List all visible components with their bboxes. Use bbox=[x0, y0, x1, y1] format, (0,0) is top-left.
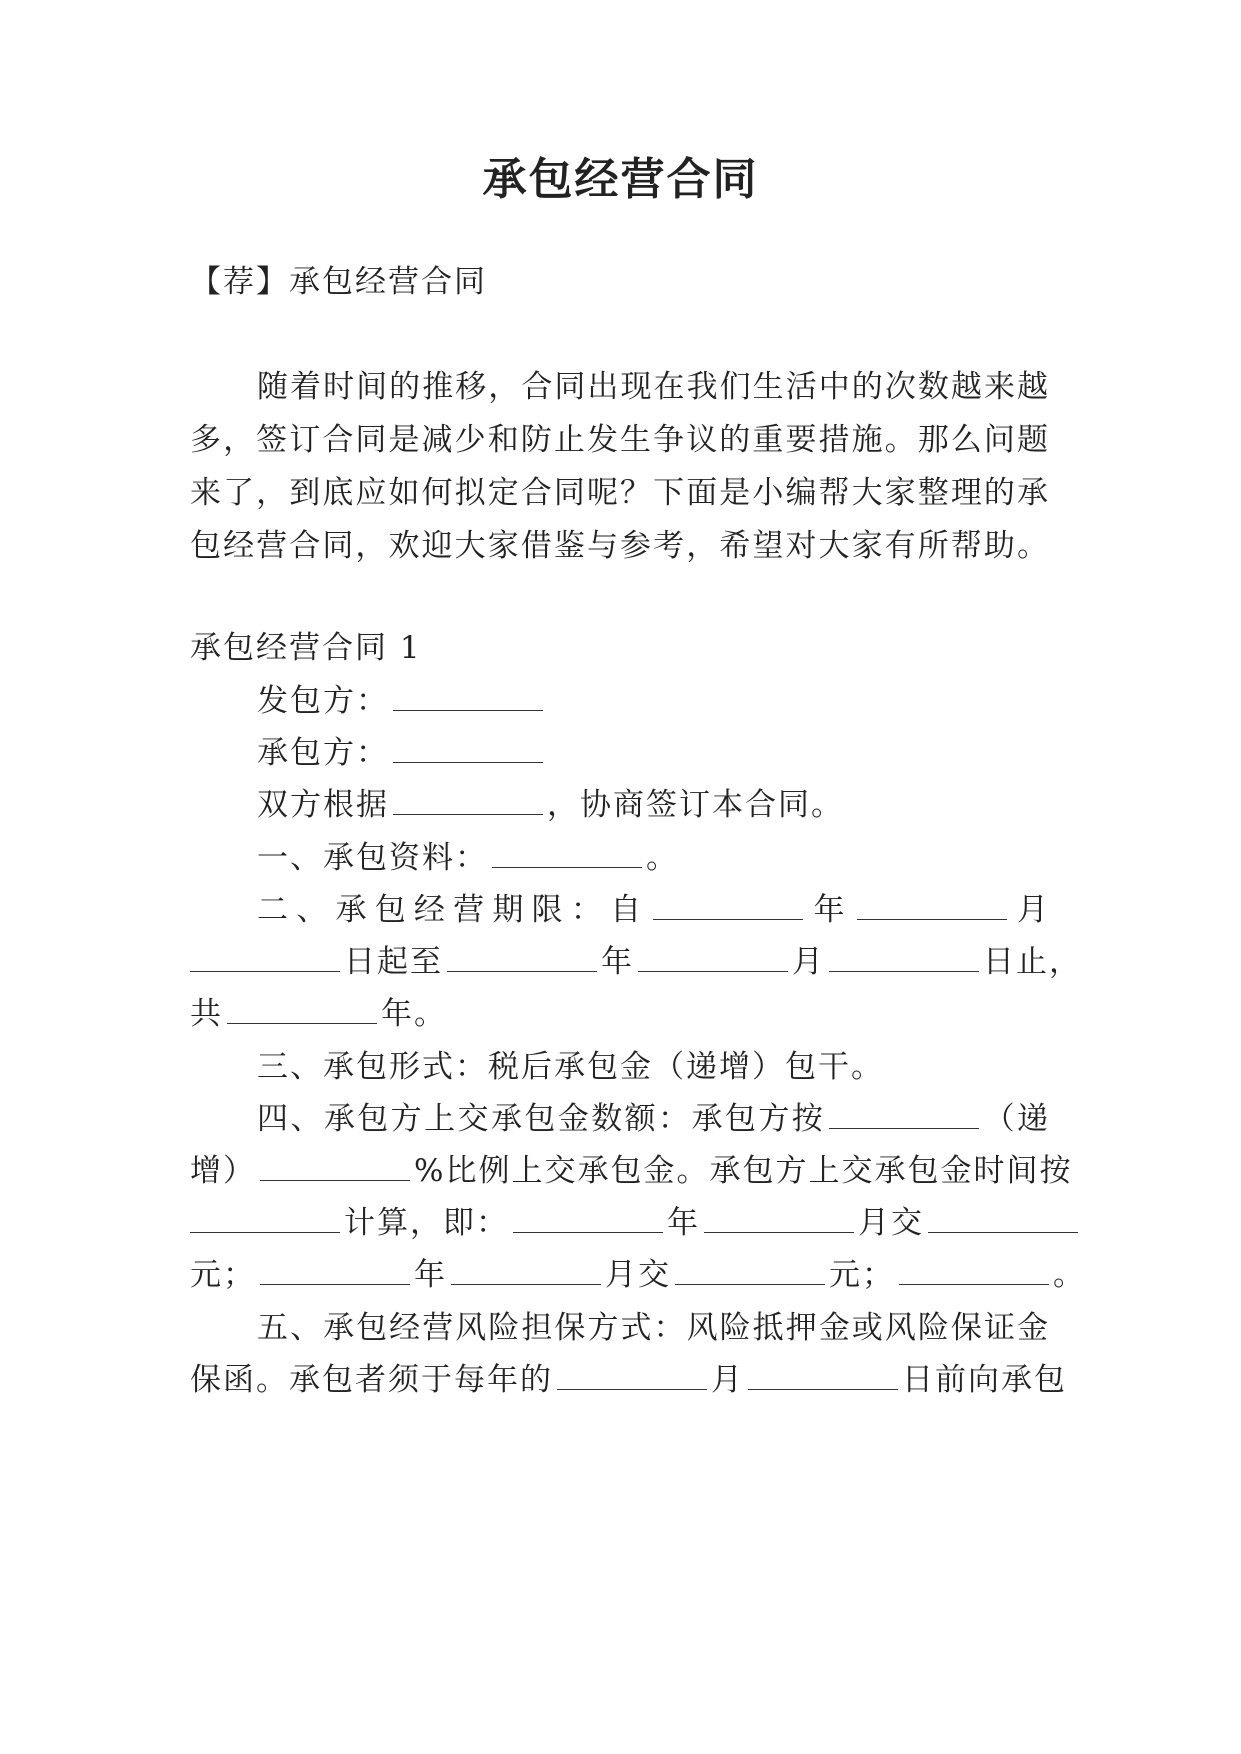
fill-blank bbox=[513, 1231, 663, 1233]
party-a-line bbox=[257, 672, 1050, 730]
fill-blank bbox=[653, 918, 803, 920]
fill-blank bbox=[447, 970, 597, 972]
item5-line2-pre: 保函。承包者须于每年的 bbox=[190, 1362, 553, 1398]
item2-month-2: 月 bbox=[792, 944, 825, 980]
fill-blank bbox=[638, 970, 788, 972]
fill-blank bbox=[829, 1127, 979, 1129]
item5-line-1: 五、承包经营风险担保方式：风险抵押金或风险保证金 bbox=[257, 1310, 1050, 1346]
intro-line-3: 来了，到底应如何拟定合同呢？下面是小编帮大家整理的承 bbox=[190, 475, 1050, 511]
item5-line2-post: 日前向承包 bbox=[902, 1362, 1067, 1398]
party-a-label: 发包方： bbox=[257, 683, 389, 719]
item4-line-3 bbox=[190, 1194, 1050, 1252]
party-b-line bbox=[257, 724, 1050, 782]
item4-yuan-1: 元； bbox=[190, 1257, 256, 1293]
fill-blank bbox=[451, 1283, 601, 1285]
item2-pre: 二、承包经营期限：自 bbox=[257, 892, 650, 928]
fill-blank bbox=[260, 1283, 410, 1285]
item4-line1-pre: 四、承包方上交承包金数额：承包方按 bbox=[257, 1101, 826, 1137]
item1-pre: 一、承包资料： bbox=[257, 840, 488, 876]
item2-line-3 bbox=[190, 985, 1050, 1043]
basis-line bbox=[257, 776, 1050, 834]
fill-blank bbox=[928, 1231, 1078, 1233]
item4-line-2 bbox=[190, 1142, 1073, 1200]
item4-line-1 bbox=[257, 1090, 1050, 1148]
fill-blank bbox=[675, 1283, 825, 1285]
item5-line-2 bbox=[190, 1351, 1067, 1409]
basis-pre: 双方根据 bbox=[257, 787, 389, 823]
item4-year: 年 bbox=[667, 1205, 700, 1241]
document-title: 承包经营合同 bbox=[482, 154, 759, 205]
fill-blank bbox=[393, 709, 543, 711]
item2-month: 月 bbox=[1010, 892, 1051, 928]
item3-line: 三、承包形式：税后承包金（递增）包干。 bbox=[257, 1049, 884, 1085]
item2-line-2 bbox=[190, 933, 1082, 991]
intro-line-1: 随着时间的推移，合同出现在我们生活中的次数越来越 bbox=[257, 369, 1050, 405]
fill-blank bbox=[393, 813, 543, 815]
item4-year-2: 年 bbox=[414, 1257, 447, 1293]
fill-blank bbox=[260, 1179, 410, 1181]
item4-end: 。 bbox=[1053, 1257, 1086, 1293]
fill-blank bbox=[899, 1283, 1049, 1285]
item2-year-2: 年 bbox=[601, 944, 634, 980]
item2-line-1 bbox=[257, 881, 1050, 939]
item1-post: 。 bbox=[646, 840, 679, 876]
fill-blank bbox=[829, 970, 979, 972]
fill-blank bbox=[704, 1231, 854, 1233]
item4-yuan-2: 元； bbox=[829, 1257, 895, 1293]
fill-blank bbox=[748, 1388, 898, 1390]
fill-blank bbox=[557, 1388, 707, 1390]
item4-month-pay-2: 月交 bbox=[605, 1257, 671, 1293]
item4-calc: 计算，即： bbox=[344, 1205, 509, 1241]
fill-blank bbox=[190, 970, 340, 972]
item2-total-post: 年。 bbox=[381, 996, 447, 1032]
item1-line bbox=[257, 829, 1050, 887]
fill-blank bbox=[857, 918, 1007, 920]
party-b-label: 承包方： bbox=[257, 735, 389, 771]
item2-day-from: 日起至 bbox=[344, 944, 443, 980]
item4-month-pay: 月交 bbox=[858, 1205, 924, 1241]
document-subtitle: 【荐】承包经营合同 bbox=[190, 264, 487, 300]
item4-line2-post: %比例上交承包金。承包方上交承包金时间按 bbox=[414, 1153, 1073, 1189]
item2-day-until: 日止， bbox=[983, 944, 1082, 980]
item4-line2-pre: 增） bbox=[190, 1153, 256, 1189]
item2-total-pre: 共 bbox=[190, 996, 223, 1032]
fill-blank bbox=[393, 761, 543, 763]
fill-blank bbox=[227, 1022, 377, 1024]
item2-year: 年 bbox=[807, 892, 853, 928]
intro-line-4: 包经营合同，欢迎大家借鉴与参考，希望对大家有所帮助。 bbox=[190, 528, 1050, 564]
item4-line-4 bbox=[190, 1246, 1086, 1304]
fill-blank bbox=[492, 866, 642, 868]
item5-month: 月 bbox=[711, 1362, 744, 1398]
intro-line-2: 多，签订合同是减少和防止发生争议的重要措施。那么问题 bbox=[190, 422, 1050, 458]
item4-line1-post: （递 bbox=[983, 1101, 1050, 1137]
basis-post: ，协商签订本合同。 bbox=[547, 787, 844, 823]
section-heading: 承包经营合同 1 bbox=[190, 630, 422, 666]
fill-blank bbox=[190, 1231, 340, 1233]
